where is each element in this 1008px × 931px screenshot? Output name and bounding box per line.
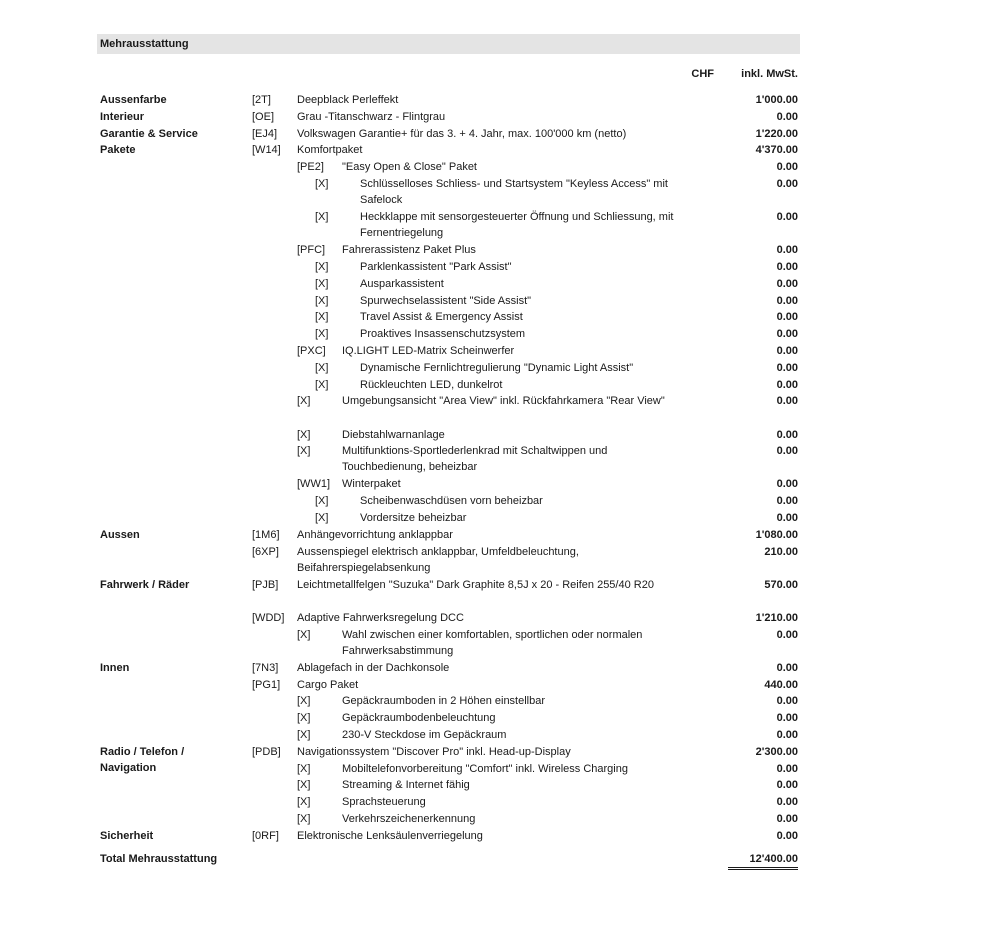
- option-description: Diebstahlwarnanlage: [342, 428, 445, 441]
- option-price: 2'300.00: [755, 745, 798, 758]
- category-label: Fahrwerk / Räder: [100, 578, 190, 591]
- option-row: [97, 209, 800, 242]
- option-row: [97, 527, 800, 543]
- category-label: Pakete: [100, 144, 136, 157]
- option-code: [PJB]: [252, 578, 279, 591]
- option-price: 0.00: [776, 161, 798, 174]
- option-price: 440.00: [764, 678, 798, 691]
- option-code: [X]: [297, 395, 311, 408]
- option-price: 0.00: [776, 445, 798, 458]
- option-price: 0.00: [776, 361, 798, 374]
- option-description: Umgebungsansicht "Area View" inkl. Rückfahrkamera "Rear View": [342, 395, 665, 408]
- option-price: 0.00: [776, 728, 798, 741]
- option-row: [97, 828, 800, 844]
- option-description: Winterpaket: [342, 478, 401, 491]
- option-code: [6XP]: [252, 545, 279, 558]
- option-code: [X]: [315, 512, 329, 524]
- option-row: [97, 377, 800, 393]
- option-row: [97, 293, 800, 309]
- option-code: [X]: [297, 428, 311, 441]
- option-row: [97, 761, 800, 777]
- option-price: 0.00: [776, 395, 798, 408]
- category-label: Garantie & Service: [100, 127, 198, 140]
- option-price: 0.00: [776, 712, 798, 725]
- option-price: 4'370.00: [755, 144, 798, 157]
- option-price: 0.00: [776, 796, 798, 809]
- category-label: Innen: [100, 661, 130, 674]
- option-code: [X]: [315, 328, 329, 341]
- category-label: Aussenfarbe: [100, 94, 167, 106]
- option-price: 1'220.00: [755, 127, 798, 140]
- option-code: [WDD]: [252, 611, 285, 624]
- option-price: 0.00: [776, 345, 798, 357]
- option-price: 0.00: [776, 495, 798, 508]
- option-description: Scheibenwaschdüsen vorn beheizbar: [360, 495, 543, 508]
- option-description: Deepblack Perleffekt: [297, 94, 399, 106]
- option-description: Volkswagen Garantie+ für das 3. + 4. Jahr, max. 100'000 km (netto): [297, 127, 627, 140]
- option-row: [97, 242, 800, 258]
- option-description: Schlüsselloses Schliess- und Startsystem "Keyless Access" mit Safelock: [360, 178, 668, 206]
- option-price: 1'210.00: [755, 611, 798, 624]
- option-description: 230-V Steckdose im Gepäckraum: [342, 728, 507, 741]
- option-price: 0.00: [776, 178, 798, 190]
- option-row: [97, 176, 800, 209]
- option-description: Ablagefach in der Dachkonsole: [297, 661, 450, 674]
- option-description: Parklenkassistent "Park Assist": [360, 261, 512, 273]
- option-row: [97, 544, 800, 577]
- option-code: [X]: [297, 712, 311, 725]
- option-row: [97, 92, 800, 108]
- option-row: [97, 142, 800, 158]
- option-price: 0.00: [776, 244, 798, 257]
- option-row: [97, 427, 800, 443]
- option-row: [97, 777, 800, 793]
- option-description: Navigationssystem "Discover Pro" inkl. Head-up-Display: [297, 745, 571, 758]
- option-description: Cargo Paket: [297, 678, 359, 691]
- option-description: Gepäckraumboden in 2 Höhen einstellbar: [342, 695, 546, 708]
- option-price: 0.00: [776, 378, 798, 391]
- option-row: [97, 309, 800, 325]
- option-price: 0.00: [776, 311, 798, 324]
- option-price: 0.00: [776, 211, 798, 224]
- option-code: [X]: [315, 294, 329, 307]
- option-code: [W14]: [252, 144, 281, 157]
- option-row: [97, 811, 800, 827]
- option-description: Elektronische Lenksäulenverriegelung: [297, 829, 483, 842]
- option-code: [PFC]: [297, 244, 326, 257]
- option-row: [97, 393, 800, 426]
- option-row: [97, 343, 800, 359]
- option-code: [1M6]: [252, 528, 280, 541]
- option-description: Gepäckraumbodenbeleuchtung: [342, 712, 496, 725]
- currency-header: CHF: [691, 68, 714, 80]
- option-code: [X]: [297, 812, 311, 825]
- option-description: Aussenspiegel elektrisch anklappbar, Umfeldbeleuchtung, Beifahrerspiegelabsenkung: [297, 545, 579, 574]
- option-row: [97, 476, 800, 492]
- option-code: [X]: [315, 178, 329, 190]
- option-code: [X]: [297, 779, 311, 792]
- category-label: Aussen: [100, 528, 140, 541]
- option-row: [97, 627, 800, 660]
- option-price: 0.00: [776, 812, 798, 825]
- option-description: Komfortpaket: [297, 144, 363, 157]
- option-price: 0.00: [776, 661, 798, 674]
- option-code: [PG1]: [252, 678, 281, 691]
- option-code: [X]: [315, 311, 329, 324]
- option-description: Vordersitze beheizbar: [360, 512, 467, 524]
- category-label: Radio / Telefon / Navigation: [100, 745, 185, 774]
- option-price: 1'080.00: [755, 528, 798, 541]
- option-price: 0.00: [776, 428, 798, 441]
- option-row: [97, 326, 800, 342]
- option-price: 0.00: [776, 328, 798, 341]
- option-code: [0RF]: [252, 829, 279, 842]
- section-title: Mehrausstattung: [97, 34, 800, 54]
- option-price: 0.00: [776, 512, 798, 524]
- option-row: [97, 660, 800, 676]
- option-description: Wahl zwischen einer komfortablen, sportlichen oder normalen Fahrwerksabstimmung: [342, 628, 643, 657]
- option-code: [X]: [315, 277, 329, 290]
- option-code: [X]: [315, 495, 329, 508]
- option-code: [X]: [315, 361, 329, 374]
- option-price: 0.00: [776, 478, 798, 491]
- option-price: 210.00: [764, 545, 798, 558]
- option-row: [97, 360, 800, 376]
- option-price: 570.00: [764, 578, 798, 591]
- option-price: 1'000.00: [755, 94, 798, 106]
- option-price: 0.00: [776, 261, 798, 273]
- total-label: Total Mehrausstattung: [100, 853, 218, 865]
- option-row: [97, 126, 800, 142]
- option-row: [97, 159, 800, 175]
- option-code: [X]: [297, 796, 311, 809]
- option-row: [97, 109, 800, 125]
- option-description: Verkehrszeichenerkennung: [342, 812, 476, 825]
- vat-header: inkl. MwSt.: [741, 68, 798, 80]
- option-row: [97, 276, 800, 292]
- option-code: [X]: [315, 378, 329, 391]
- option-code: [WW1]: [297, 478, 330, 491]
- option-description: IQ.LIGHT LED-Matrix Scheinwerfer: [342, 345, 515, 357]
- option-description: Rückleuchten LED, dunkelrot: [360, 378, 503, 391]
- option-code: [X]: [297, 728, 311, 741]
- option-code: [PE2]: [297, 161, 324, 174]
- option-code: [X]: [315, 261, 329, 273]
- option-description: "Easy Open & Close" Paket: [342, 161, 477, 174]
- option-code: [PXC]: [297, 345, 326, 357]
- option-row: [97, 727, 800, 743]
- option-description: Dynamische Fernlichtregulierung "Dynamic Light Assist": [360, 361, 634, 374]
- option-description: Travel Assist & Emergency Assist: [360, 311, 523, 324]
- option-row: [97, 693, 800, 709]
- option-description: Streaming & Internet fähig: [342, 779, 470, 792]
- option-row: [97, 710, 800, 726]
- option-description: Mobiltelefonvorbereitung "Comfort" inkl. Wireless Charging: [342, 762, 628, 775]
- option-code: [X]: [297, 445, 311, 458]
- option-description: Heckklappe mit sensorgesteuerter Öffnung und Schliessung, mit Fernentriegelung: [360, 211, 674, 240]
- option-description: Fahrerassistenz Paket Plus: [342, 244, 476, 257]
- option-description: Leichtmetallfelgen "Suzuka" Dark Graphite 8,5J x 20 - Reifen 255/40 R20: [297, 578, 654, 591]
- option-description: Ausparkassistent: [360, 277, 444, 290]
- category-label: Interieur: [100, 110, 145, 123]
- option-row: [97, 610, 800, 626]
- option-description: Adaptive Fahrwerksregelung DCC: [297, 611, 464, 624]
- option-description: Anhängevorrichtung anklappbar: [297, 528, 453, 541]
- option-code: [OE]: [252, 110, 275, 123]
- option-code: [X]: [297, 628, 311, 641]
- total-amount: 12'400.00: [728, 851, 799, 870]
- option-code: [X]: [297, 762, 311, 775]
- option-description: Multifunktions-Sportlederlenkrad mit Schaltwippen und Touchbedienung, beheizbar: [342, 445, 608, 474]
- option-code: [2T]: [252, 94, 271, 106]
- option-row: [97, 510, 800, 526]
- option-code: [7N3]: [252, 661, 279, 674]
- option-price: 0.00: [776, 294, 798, 307]
- option-code: [X]: [315, 211, 329, 224]
- option-code: [PDB]: [252, 745, 281, 758]
- option-price: 0.00: [776, 779, 798, 792]
- option-row: [97, 259, 800, 275]
- option-code: [EJ4]: [252, 127, 278, 140]
- option-price: 0.00: [776, 695, 798, 708]
- option-description: Proaktives Insassenschutzsystem: [360, 328, 526, 341]
- option-price: 0.00: [776, 762, 798, 775]
- option-row: [97, 794, 800, 810]
- option-price: 0.00: [776, 628, 798, 641]
- option-price: 0.00: [776, 829, 798, 842]
- category-label: Sicherheit: [100, 829, 154, 842]
- option-price: 0.00: [776, 110, 798, 123]
- option-row: [97, 493, 800, 509]
- option-row: [97, 577, 800, 610]
- option-description: Spurwechselassistent "Side Assist": [360, 294, 532, 307]
- option-description: Grau -Titanschwarz - Flintgrau: [297, 110, 446, 123]
- option-code: [X]: [297, 695, 311, 708]
- option-row: [97, 443, 800, 476]
- option-price: 0.00: [776, 277, 798, 290]
- option-row: [97, 677, 800, 693]
- option-description: Sprachsteuerung: [342, 796, 426, 809]
